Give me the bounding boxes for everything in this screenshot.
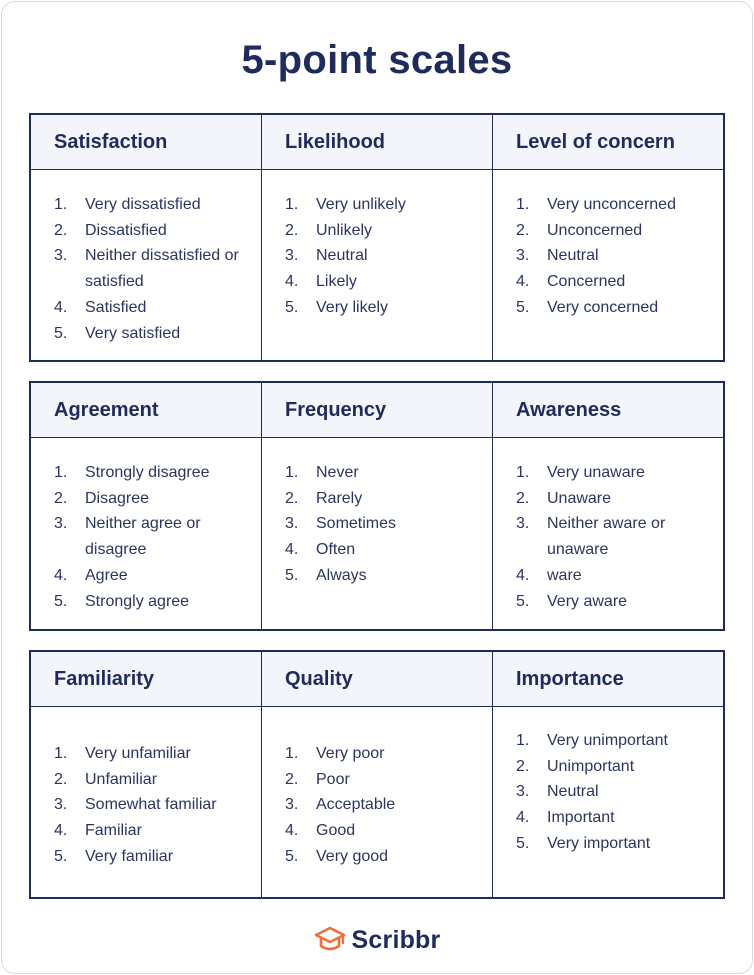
scale-list bbox=[54, 741, 251, 870]
item-label: Very poor bbox=[316, 745, 385, 762]
item-number: 3. bbox=[54, 796, 68, 814]
item-label: Very unimportant bbox=[547, 732, 668, 749]
item-number: 4. bbox=[516, 566, 530, 584]
item-number: 5. bbox=[516, 298, 530, 316]
item-number: 1. bbox=[285, 745, 299, 762]
scale-body bbox=[262, 707, 492, 870]
item-number: 1. bbox=[54, 745, 68, 762]
scale-agreement bbox=[31, 383, 261, 629]
item-number: 3. bbox=[516, 783, 530, 801]
list-item bbox=[516, 563, 713, 589]
scale-list bbox=[54, 460, 251, 614]
scale-heading: Quality bbox=[262, 652, 492, 707]
item-label: Very satisfied bbox=[85, 324, 181, 342]
list-item bbox=[54, 218, 251, 244]
list-item bbox=[54, 844, 251, 870]
list-item bbox=[54, 460, 251, 486]
list-item bbox=[54, 486, 251, 512]
list-item bbox=[516, 589, 713, 615]
scale-heading: Satisfaction bbox=[31, 115, 261, 170]
item-label: ware bbox=[547, 566, 582, 584]
item-label: Familiar bbox=[85, 822, 142, 840]
item-label: Neutral bbox=[547, 247, 599, 265]
scale-body bbox=[493, 438, 723, 614]
item-label: Strongly disagree bbox=[85, 464, 210, 481]
item-number: 3. bbox=[285, 515, 299, 533]
list-item bbox=[285, 818, 482, 844]
list-item bbox=[285, 295, 482, 321]
scale-level-of-concern bbox=[492, 115, 723, 360]
list-item bbox=[516, 192, 713, 218]
list-item bbox=[516, 779, 713, 805]
item-label: Very important bbox=[547, 834, 651, 852]
list-item bbox=[516, 831, 713, 857]
item-label: Satisfied bbox=[85, 298, 147, 316]
page-title: 5-point scales bbox=[241, 38, 513, 82]
scale-likelihood bbox=[261, 115, 492, 360]
item-label: Unconcerned bbox=[547, 221, 643, 239]
list-item bbox=[516, 805, 713, 831]
item-number: 1. bbox=[285, 196, 299, 213]
scale-heading: Agreement bbox=[31, 383, 261, 438]
item-label: Very likely bbox=[316, 298, 389, 316]
item-number: 5. bbox=[285, 566, 299, 584]
item-number: 2. bbox=[516, 757, 530, 775]
scale-list bbox=[516, 460, 713, 614]
scale-familiarity bbox=[31, 652, 261, 897]
list-item bbox=[516, 243, 713, 269]
list-item bbox=[54, 243, 251, 294]
item-number: 2. bbox=[54, 770, 68, 788]
item-label: Unimportant bbox=[547, 757, 635, 775]
item-number: 4. bbox=[516, 273, 530, 291]
list-item bbox=[516, 218, 713, 244]
scale-list bbox=[516, 192, 713, 321]
list-item bbox=[285, 218, 482, 244]
item-label: Important bbox=[547, 809, 615, 827]
list-item bbox=[516, 728, 713, 754]
scale-body bbox=[262, 438, 492, 589]
item-number: 4. bbox=[54, 298, 68, 316]
list-item bbox=[54, 295, 251, 321]
scale-list bbox=[285, 741, 482, 870]
item-label: Unlikely bbox=[316, 221, 373, 239]
scale-list bbox=[516, 728, 713, 857]
scale-list bbox=[285, 460, 482, 589]
item-number: 4. bbox=[54, 822, 68, 840]
list-item bbox=[54, 818, 251, 844]
scale-body bbox=[31, 438, 261, 614]
list-item bbox=[285, 460, 482, 486]
item-label: Strongly agree bbox=[85, 592, 190, 610]
item-number: 1. bbox=[516, 464, 530, 481]
item-number: 5. bbox=[516, 592, 530, 610]
item-number: 4. bbox=[285, 541, 299, 559]
item-label: Neutral bbox=[316, 247, 368, 265]
scale-heading: Importance bbox=[493, 652, 723, 707]
item-label: Disagree bbox=[85, 489, 150, 507]
item-label: Acceptable bbox=[316, 796, 396, 814]
scale-heading: Familiarity bbox=[31, 652, 261, 707]
item-label: Very concerned bbox=[547, 298, 659, 316]
item-number: 1. bbox=[516, 196, 530, 213]
list-item bbox=[516, 754, 713, 780]
list-item bbox=[285, 563, 482, 589]
item-number: 1. bbox=[54, 464, 68, 481]
item-number: 1. bbox=[516, 732, 530, 749]
scale-body bbox=[31, 170, 261, 346]
list-item bbox=[516, 295, 713, 321]
item-number: 2. bbox=[285, 489, 299, 507]
item-label: Rarely bbox=[316, 489, 363, 507]
scale-body bbox=[493, 707, 723, 857]
item-label: Very dissatisfied bbox=[85, 196, 201, 213]
list-item bbox=[54, 192, 251, 218]
brand-footer bbox=[0, 925, 754, 955]
item-label: Agree bbox=[85, 566, 128, 584]
item-number: 5. bbox=[285, 847, 299, 865]
list-item bbox=[285, 792, 482, 818]
list-item bbox=[516, 269, 713, 295]
item-number: 4. bbox=[285, 273, 299, 291]
scale-satisfaction bbox=[31, 115, 261, 360]
item-number: 2. bbox=[516, 489, 530, 507]
item-number: 2. bbox=[516, 221, 530, 239]
scale-body bbox=[493, 170, 723, 321]
item-number: 3. bbox=[516, 515, 530, 533]
item-number: 3. bbox=[54, 515, 68, 533]
item-number: 5. bbox=[54, 324, 68, 342]
item-number: 3. bbox=[285, 247, 299, 265]
scribbr-graduation-cap-icon bbox=[314, 926, 346, 954]
item-number: 4. bbox=[516, 809, 530, 827]
item-label: Likely bbox=[316, 273, 357, 291]
item-label: Very aware bbox=[547, 592, 628, 610]
scale-quality bbox=[261, 652, 492, 897]
scale-awareness bbox=[492, 383, 723, 629]
item-number: 5. bbox=[516, 834, 530, 852]
scale-list bbox=[285, 192, 482, 321]
list-item bbox=[285, 192, 482, 218]
scale-importance bbox=[492, 652, 723, 897]
item-label: Neither dissatisfied or satisfied bbox=[85, 247, 239, 291]
list-item bbox=[285, 741, 482, 767]
list-item bbox=[54, 589, 251, 615]
item-number: 1. bbox=[54, 196, 68, 213]
list-item bbox=[285, 486, 482, 512]
list-item bbox=[285, 767, 482, 793]
scale-body bbox=[262, 170, 492, 321]
list-item bbox=[54, 767, 251, 793]
scale-heading: Likelihood bbox=[262, 115, 492, 170]
item-number: 5. bbox=[54, 592, 68, 610]
item-label: Dissatisfied bbox=[85, 221, 167, 239]
scale-heading: Frequency bbox=[262, 383, 492, 438]
item-label: Unaware bbox=[547, 489, 612, 507]
item-number: 2. bbox=[285, 770, 299, 788]
item-label: Unfamiliar bbox=[85, 770, 158, 788]
brand-name: Scribbr bbox=[351, 925, 441, 954]
list-item bbox=[54, 563, 251, 589]
item-number: 2. bbox=[54, 489, 68, 507]
item-number: 5. bbox=[285, 298, 299, 316]
list-item bbox=[516, 460, 713, 486]
item-label: Very unaware bbox=[547, 464, 645, 481]
item-label: Concerned bbox=[547, 273, 626, 291]
scale-frequency bbox=[261, 383, 492, 629]
item-number: 1. bbox=[285, 464, 299, 481]
item-label: Good bbox=[316, 822, 356, 840]
item-label: Never bbox=[316, 464, 359, 481]
list-item bbox=[54, 741, 251, 767]
list-item bbox=[285, 511, 482, 537]
list-item bbox=[285, 243, 482, 269]
item-label: Neither agree or disagree bbox=[85, 515, 201, 559]
item-number: 2. bbox=[54, 221, 68, 239]
list-item bbox=[54, 511, 251, 562]
item-label: Poor bbox=[316, 770, 350, 788]
item-label: Neutral bbox=[547, 783, 599, 801]
item-label: Neither aware or unaware bbox=[547, 515, 666, 559]
item-number: 3. bbox=[516, 247, 530, 265]
item-number: 3. bbox=[54, 247, 68, 265]
item-label: Very good bbox=[316, 847, 389, 865]
item-number: 2. bbox=[285, 221, 299, 239]
list-item bbox=[285, 537, 482, 563]
item-label: Somewhat familiar bbox=[85, 796, 217, 814]
item-number: 5. bbox=[54, 847, 68, 865]
item-number: 3. bbox=[285, 796, 299, 814]
item-label: Sometimes bbox=[316, 515, 397, 533]
scale-group-2 bbox=[29, 381, 725, 631]
scale-body bbox=[31, 707, 261, 870]
list-item bbox=[54, 792, 251, 818]
list-item bbox=[516, 486, 713, 512]
list-item bbox=[516, 511, 713, 562]
scale-heading: Level of concern bbox=[493, 115, 723, 170]
scale-list bbox=[54, 192, 251, 346]
list-item bbox=[285, 269, 482, 295]
scale-group-3 bbox=[29, 650, 725, 899]
item-label: Very unconcerned bbox=[547, 196, 676, 213]
scale-group-1 bbox=[29, 113, 725, 362]
item-label: Always bbox=[316, 566, 367, 584]
item-label: Very unfamiliar bbox=[85, 745, 191, 762]
item-label: Often bbox=[316, 541, 356, 559]
item-number: 4. bbox=[285, 822, 299, 840]
item-number: 4. bbox=[54, 566, 68, 584]
item-label: Very familiar bbox=[85, 847, 174, 865]
scale-heading: Awareness bbox=[493, 383, 723, 438]
list-item bbox=[285, 844, 482, 870]
list-item bbox=[54, 321, 251, 347]
item-label: Very unlikely bbox=[316, 196, 406, 213]
